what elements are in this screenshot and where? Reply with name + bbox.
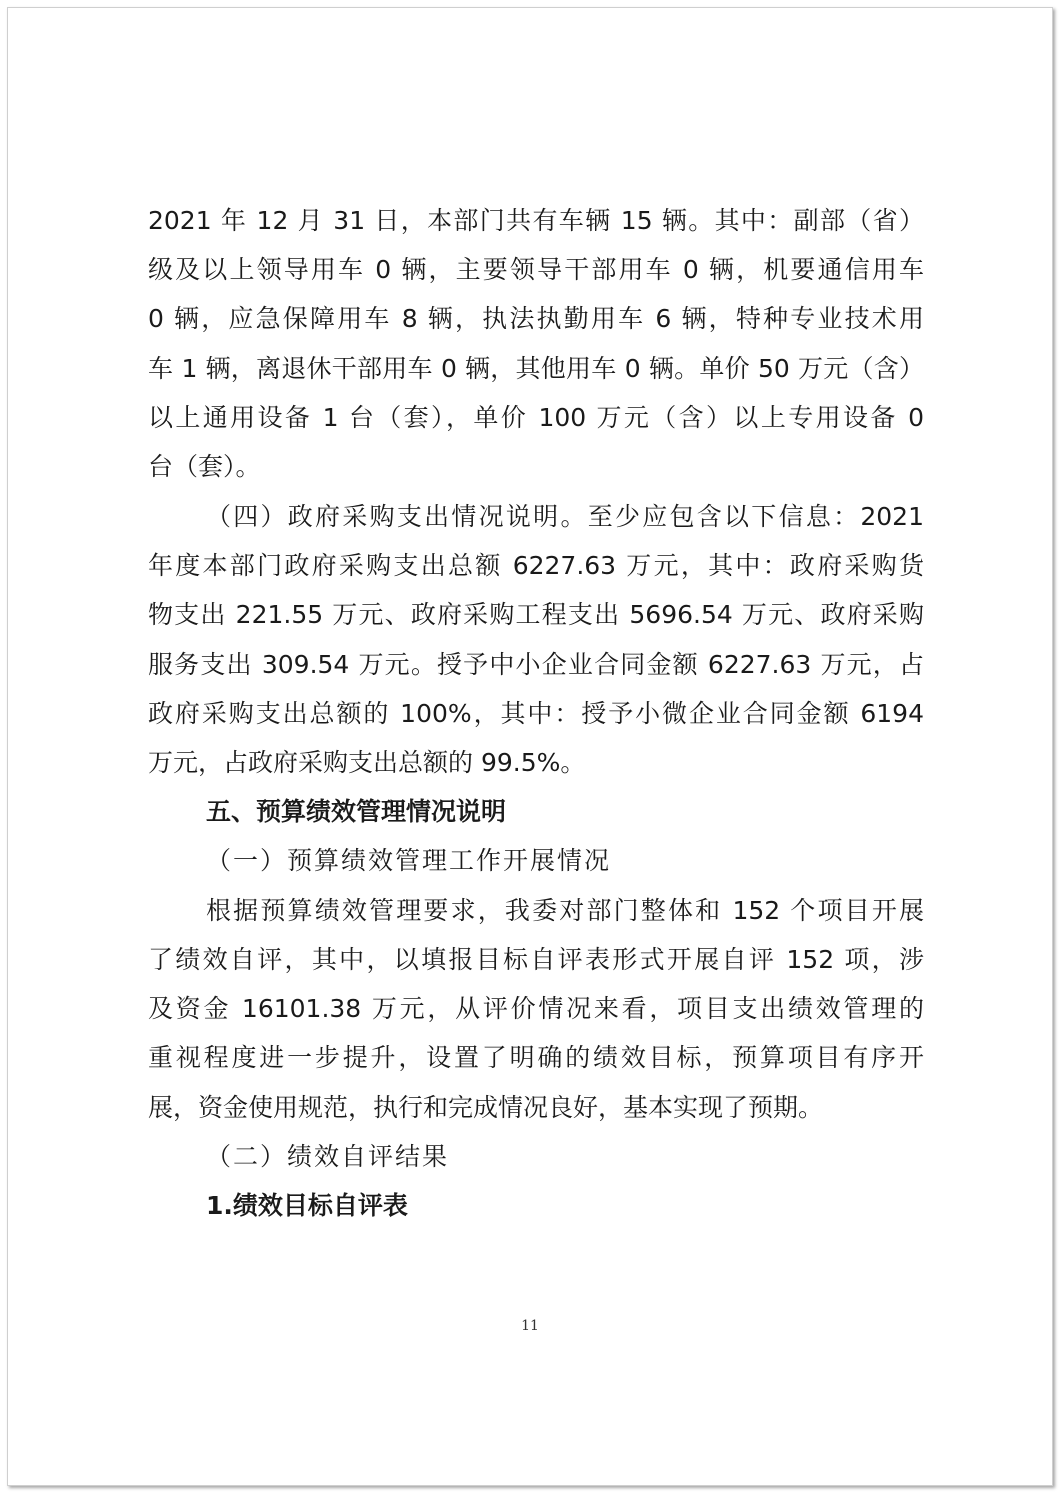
text-line: 2021 年 12 月 31 日，本部门共有车辆 15 辆。其中：副部（省） — [148, 206, 924, 235]
text-line: 政府采购支出总额的 100%，其中：授予小微企业合同金额 6194 — [148, 699, 924, 728]
text-line: 了绩效自评，其中，以填报目标自评表形式开展自评 152 项，涉 — [148, 945, 924, 974]
text-line: 及资金 16101.38 万元，从评价情况来看，项目支出绩效管理的 — [148, 994, 924, 1023]
text-line: 以上通用设备 1 台（套），单价 100 万元（含）以上专用设备 0 — [148, 403, 924, 432]
text-line: 根据预算绩效管理要求，我委对部门整体和 152 个项目开展 — [206, 896, 924, 925]
subheading: （一）预算绩效管理工作开展情况 — [206, 846, 612, 875]
text-line: 0 辆，应急保障用车 8 辆，执法执勤用车 6 辆，特种专业技术用 — [148, 304, 924, 333]
page-number: 11 — [521, 1318, 539, 1334]
text-line: 年度本部门政府采购支出总额 6227.63 万元，其中：政府采购货 — [148, 551, 924, 580]
text-line: 级及以上领导用车 0 辆，主要领导干部用车 0 辆，机要通信用车 — [148, 255, 924, 284]
text-line: 物支出 221.55 万元、政府采购工程支出 5696.54 万元、政府采购 — [148, 600, 924, 629]
text-line: 展，资金使用规范，执行和完成情况良好，基本实现了预期。 — [148, 1093, 824, 1122]
text-line: 万元，占政府采购支出总额的 99.5%。 — [148, 748, 586, 777]
text-line: 服务支出 309.54 万元。授予中小企业合同金额 6227.63 万元，占 — [148, 650, 924, 679]
text-line: 车 1 辆，离退休干部用车 0 辆，其他用车 0 辆。单价 50 万元（含） — [148, 354, 924, 383]
text-line: 重视程度进一步提升，设置了明确的绩效目标，预算项目有序开 — [148, 1043, 924, 1072]
subheading: （二）绩效自评结果 — [206, 1142, 450, 1171]
section-heading: 五、预算绩效管理情况说明 — [206, 797, 507, 826]
text-line: 台（套）。 — [148, 452, 261, 481]
subheading-bold: 1.绩效目标自评表 — [206, 1191, 408, 1220]
text-line: （四）政府采购支出情况说明。至少应包含以下信息：2021 — [206, 502, 924, 531]
